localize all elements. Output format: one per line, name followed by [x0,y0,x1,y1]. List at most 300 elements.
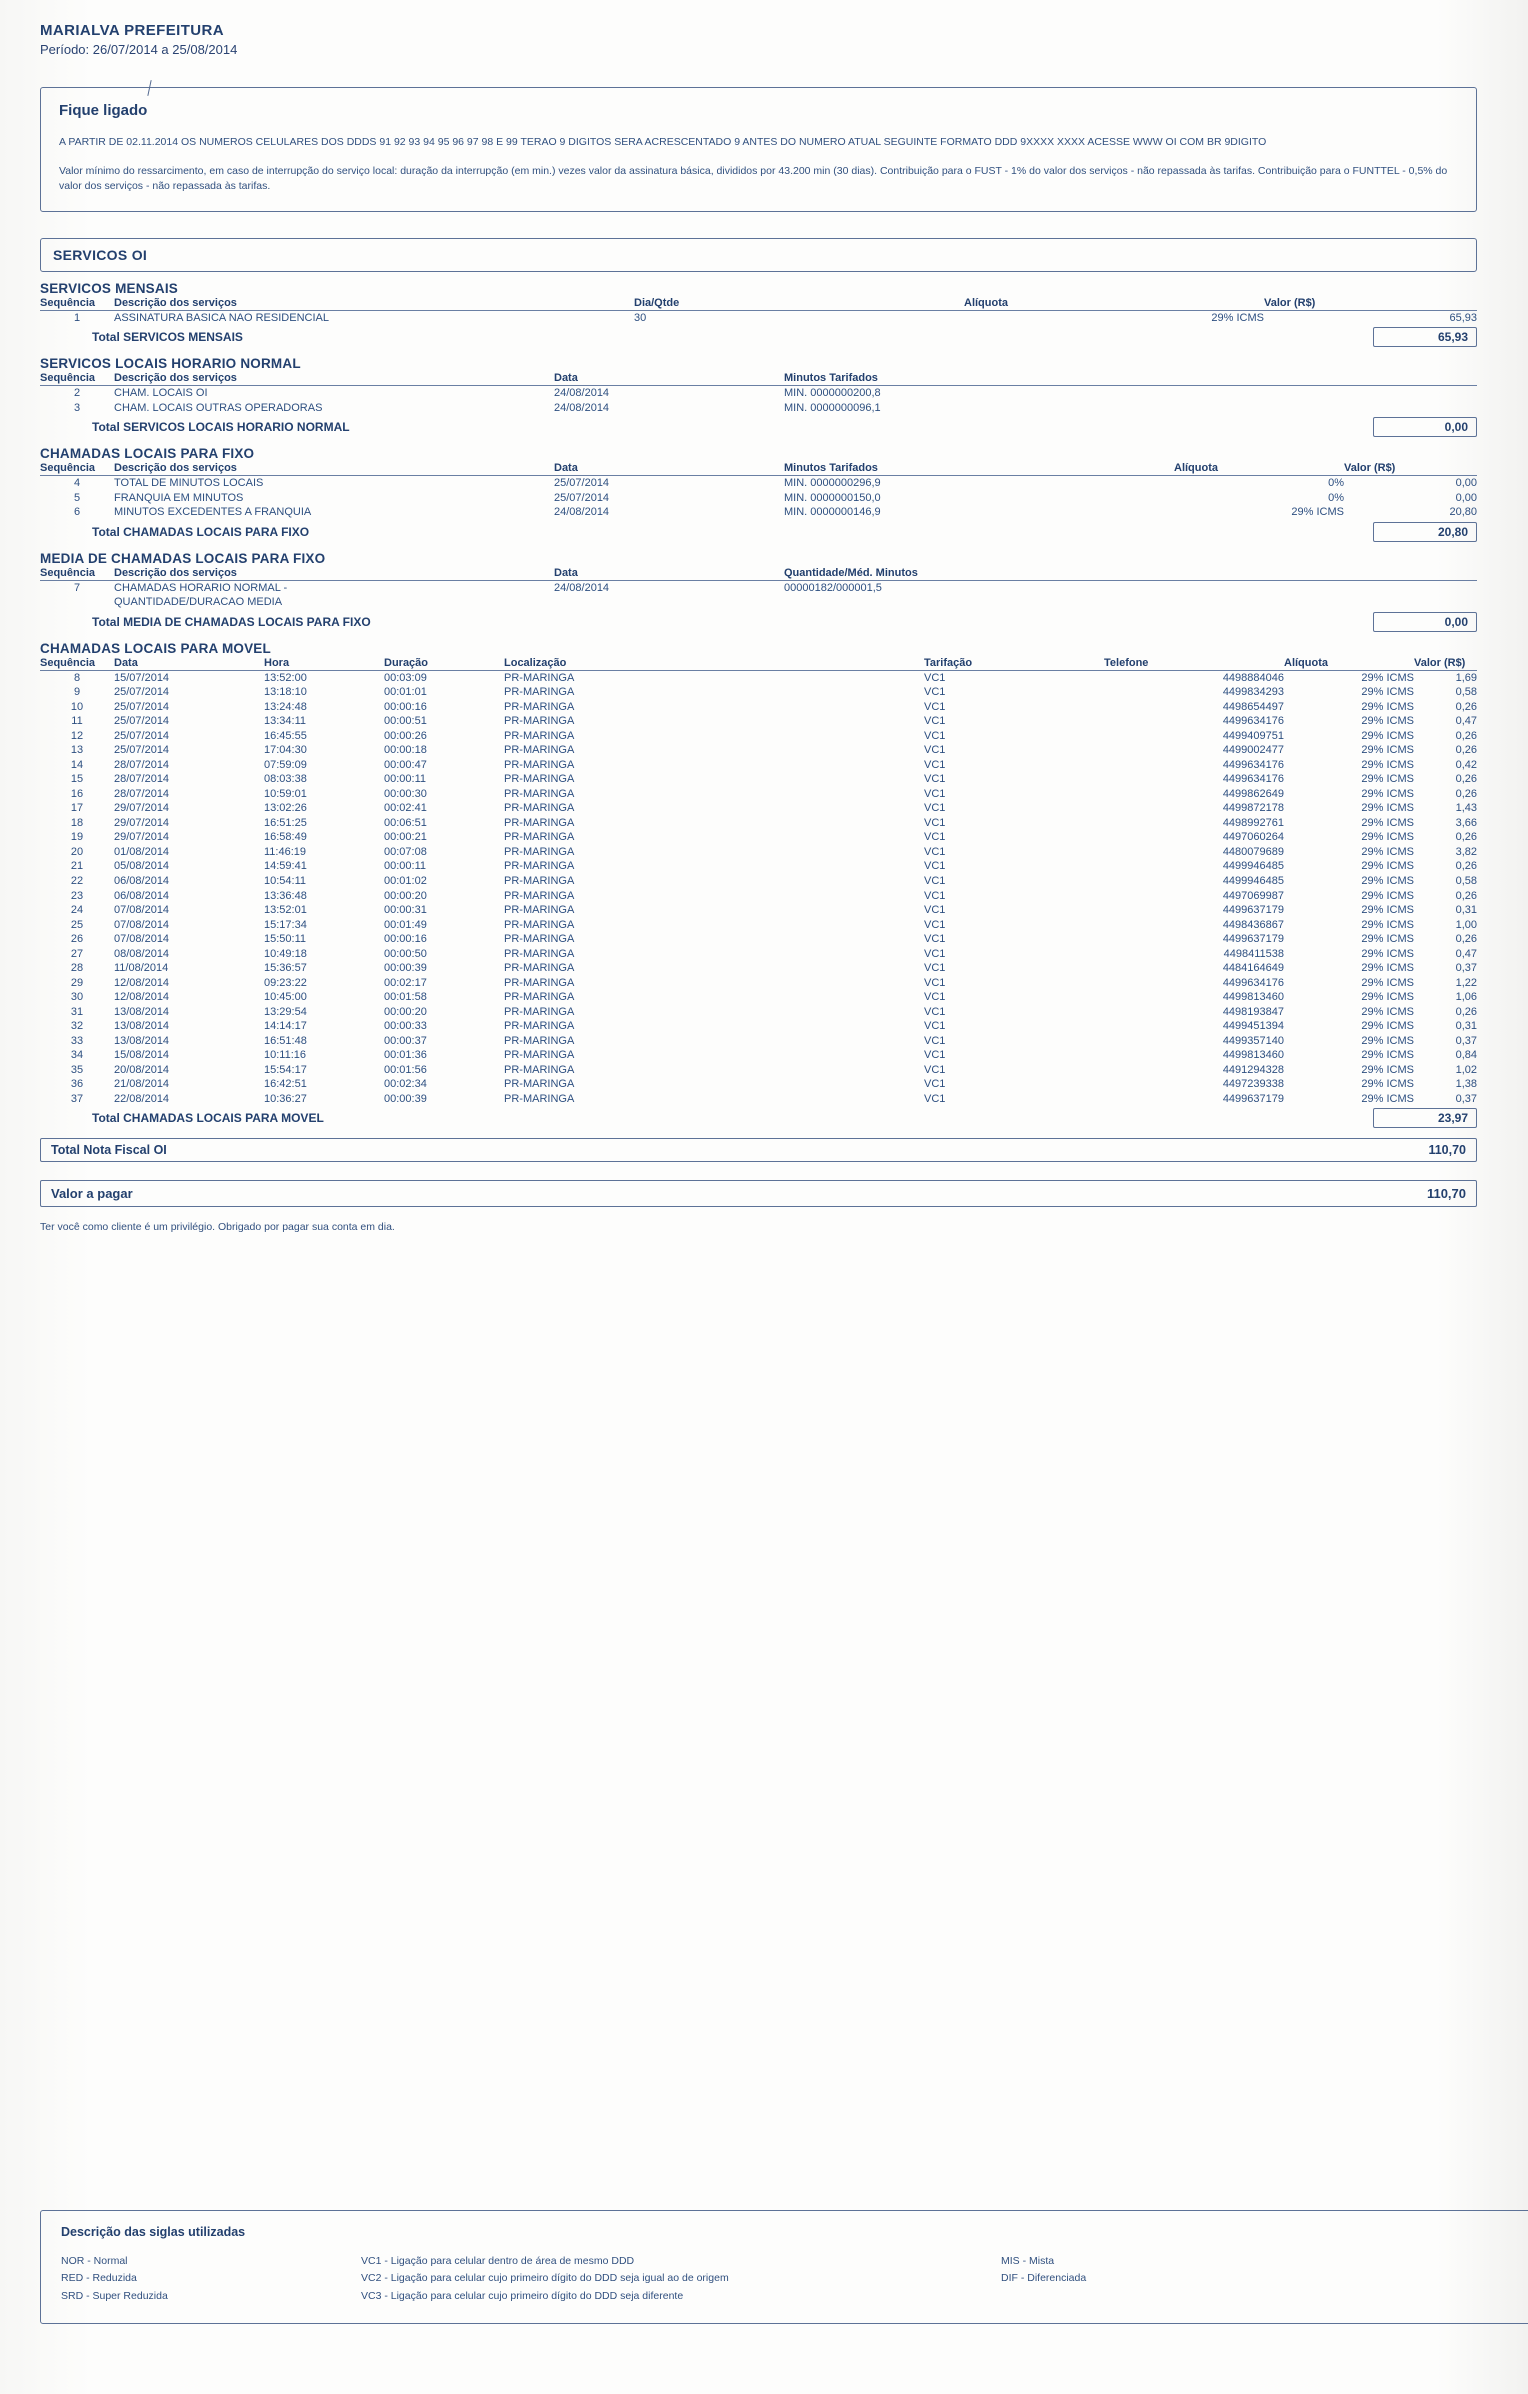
legend-item: VC1 - Ligação para celular dentro de área de mesmo DDD [361,2255,635,2267]
col-data: Data [554,372,784,386]
cell-telefone: 4497060264 [1222,831,1284,844]
legend-column-1 [61,2253,361,2305]
cell-hora: 10:59:01 [264,787,307,800]
table-row [40,580,1477,595]
cell-data: 25/07/2014 [114,700,170,713]
avg-calls-block [40,551,1477,632]
cell-data: 12/08/2014 [114,976,170,989]
table-row [40,670,1477,685]
cell-localizacao: PR-MARINGA [504,991,575,1004]
cell-aliquota: 0% [1328,491,1344,504]
cell-tarifacao: VC1 [924,918,946,931]
total-label: Total SERVICOS MENSAIS [92,330,243,345]
cell-data: 24/08/2014 [554,506,610,519]
table-row [40,1063,1477,1078]
mobile-calls-title: CHAMADAS LOCAIS PARA MOVEL [40,640,271,656]
cell-aliquota: 29% ICMS [1361,744,1414,757]
col-qtd: Quantidade/Méd. Minutos [784,567,1477,581]
cell-valor: 0,58 [1455,875,1477,887]
cell-data: 06/08/2014 [114,889,170,902]
notice-box [40,87,1477,212]
cell-hora: 13:52:01 [264,904,307,917]
cell-aliquota: 29% ICMS [1361,729,1414,742]
local-services-table [40,372,1477,415]
document-header [40,22,1495,57]
cell-data: 06/08/2014 [114,875,170,887]
legend-item: NOR - Normal [61,2255,128,2267]
cell-seq: 31 [70,1005,84,1018]
cell-aliquota: 29% ICMS [1361,831,1414,844]
col-telefone: Telefone [1104,657,1284,671]
cell-tarifacao: VC1 [924,671,946,684]
cell-data: 05/08/2014 [114,860,170,873]
cell-valor: 0,47 [1455,715,1477,728]
cell-localizacao: PR-MARINGA [504,1034,575,1047]
cell-seq: 20 [70,845,84,858]
cell-valor: 0,26 [1455,700,1477,713]
legend-title: Descrição das siglas utilizadas [61,2225,246,2239]
cell-hora: 10:11:16 [264,1049,307,1062]
cell-tarifacao: VC1 [924,715,946,728]
cell-tarifacao: VC1 [924,976,946,989]
fixed-calls-total [40,522,1477,542]
monthly-services-title: SERVICOS MENSAIS [40,280,178,296]
cell-hora: 17:04:30 [264,744,307,757]
cell-seq: 3 [73,401,81,414]
cell-localizacao: PR-MARINGA [504,773,575,786]
col-tarifacao: Tarifação [924,657,1104,671]
legend-item: VC3 - Ligação para celular cujo primeiro dígito do DDD seja diferente [361,2289,684,2302]
col-data: Data [554,567,784,581]
cell-duracao: 00:02:41 [384,802,427,815]
cell-seq: 34 [70,1049,84,1062]
cell-seq: 4 [73,477,81,490]
cell-seq: 7 [73,581,81,594]
cell-qtd: 00000182/000001,5 [784,581,882,594]
cell-duracao: 00:00:20 [384,1005,427,1018]
cell-localizacao: PR-MARINGA [504,1020,575,1033]
local-services-block [40,356,1477,437]
cell-aliquota: 29% ICMS [1291,506,1344,519]
cell-seq: 14 [70,758,84,771]
cell-localizacao: PR-MARINGA [504,889,575,902]
amount-due-row [40,1180,1477,1207]
cell-valor: 0,58 [1455,686,1477,699]
cell-seq: 30 [70,991,84,1004]
table-row [40,932,1477,947]
cell-data: 21/08/2014 [114,1078,170,1091]
cell-data: 28/07/2014 [114,787,170,800]
cell-desc: CHAMADAS HORARIO NORMAL - [114,581,288,594]
cell-data: 15/08/2014 [114,1049,170,1062]
cell-localizacao: PR-MARINGA [504,933,575,946]
cell-telefone: 4499813460 [1222,1049,1284,1062]
table-row [40,310,1477,325]
cell-hora: 13:02:26 [264,802,307,815]
cell-duracao: 00:00:20 [384,889,427,902]
col-aliquota: Alíquota [964,297,1264,311]
cell-aliquota: 29% ICMS [1361,947,1414,960]
cell-valor: 1,02 [1455,1063,1477,1076]
col-seq: Sequência [40,567,114,581]
cell-valor: 65,93 [1449,311,1477,324]
monthly-services-table [40,297,1477,326]
col-qtde: Dia/Qtde [634,297,964,311]
cell-desc: CHAM. LOCAIS OUTRAS OPERADORAS [114,401,323,414]
cell-telefone: 4499357140 [1222,1034,1284,1047]
cell-duracao: 00:00:50 [384,947,427,960]
mobile-calls-block [40,641,1477,1128]
cell-minutos: MIN. 0000000296,9 [784,477,881,490]
table-row [40,505,1477,520]
cell-telefone: 4498436867 [1222,918,1284,931]
cell-duracao: 00:02:17 [384,976,427,989]
amount-due-label: Valor a pagar [51,1186,133,1202]
cell-seq: 32 [70,1020,84,1033]
cell-desc: ASSINATURA BASICA NAO RESIDENCIAL [114,311,329,324]
cell-valor: 0,26 [1455,831,1477,844]
cell-desc: CHAM. LOCAIS OI [114,387,208,400]
cell-tarifacao: VC1 [924,831,946,844]
services-section-banner: SERVICOS OI [40,238,1477,272]
cell-data: 07/08/2014 [114,918,170,931]
cell-valor: 0,42 [1455,758,1477,771]
cell-duracao: 00:00:31 [384,904,427,917]
avg-calls-table [40,567,1477,610]
cell-valor: 0,00 [1455,477,1477,490]
mobile-calls-total [40,1108,1477,1128]
cell-valor: 0,26 [1455,773,1477,786]
cell-seq: 8 [73,671,81,684]
col-seq: Sequência [40,462,114,476]
col-data: Data [114,657,264,671]
cell-hora: 16:42:51 [264,1078,307,1091]
cell-duracao: 00:01:56 [384,1063,427,1076]
cell-localizacao: PR-MARINGA [504,962,575,975]
cell-hora: 15:50:11 [264,933,307,946]
cell-duracao: 00:03:09 [384,671,427,684]
legend-item: VC2 - Ligação para celular cujo primeiro dígito do DDD seja igual ao de origem [361,2272,729,2285]
table-row [40,1034,1477,1049]
cell-aliquota: 29% ICMS [1361,787,1414,800]
cell-desc-cont: QUANTIDADE/DURACAO MEDIA [114,596,283,609]
cell-tarifacao: VC1 [924,904,946,917]
cell-aliquota: 0% [1328,477,1344,490]
cell-aliquota: 29% ICMS [1361,802,1414,815]
total-label: Total MEDIA DE CHAMADAS LOCAIS PARA FIXO [92,614,371,629]
cell-seq: 37 [70,1092,84,1105]
cell-localizacao: PR-MARINGA [504,1005,575,1018]
cell-tarifacao: VC1 [924,991,946,1004]
cell-valor: 0,31 [1455,1020,1477,1033]
cell-seq: 28 [70,962,84,975]
legend-column-3 [1001,2253,1261,2305]
col-desc: Descrição dos serviços [114,462,554,476]
cell-seq: 11 [71,715,83,728]
cell-valor: 0,00 [1455,491,1477,504]
cell-hora: 13:29:54 [264,1005,307,1018]
cell-valor: 0,84 [1455,1049,1477,1062]
cell-tarifacao: VC1 [924,700,946,713]
cell-duracao: 00:00:11 [384,773,427,786]
table-row [40,787,1477,802]
cell-data: 11/08/2014 [114,962,169,975]
cell-tarifacao: VC1 [924,1034,946,1047]
table-row [40,903,1477,918]
cell-localizacao: PR-MARINGA [504,729,575,742]
notice-paragraph-1: A PARTIR DE 02.11.2014 OS NUMEROS CELULARES DOS DDDS 91 92 93 94 95 96 97 98 E 99 TERAO 9 DIGITOS SERA ACRESCENTADO 9 ANTES DO NUMERO ATUAL SEGUINTE FORMATO DDD 9XXXX XXXX ACESSE WWW OI COM BR 9DIGITO [59,136,1267,148]
cell-data: 29/07/2014 [114,802,170,815]
cell-tarifacao: VC1 [924,1063,946,1076]
cell-duracao: 00:00:11 [384,860,427,873]
cell-hora: 16:51:48 [264,1034,307,1047]
cell-hora: 14:14:17 [264,1020,307,1033]
cell-seq: 25 [70,918,84,931]
cell-telefone: 4499862649 [1222,787,1284,800]
table-row [40,947,1477,962]
col-aliquota: Alíquota [1174,462,1344,476]
cell-tarifacao: VC1 [924,1049,946,1062]
cell-data: 25/07/2014 [554,477,610,490]
cell-localizacao: PR-MARINGA [504,787,575,800]
col-desc: Descrição dos serviços [114,567,554,581]
cell-seq: 13 [70,744,84,757]
cell-aliquota: 29% ICMS [1361,962,1414,975]
cell-aliquota: 29% ICMS [1361,686,1414,699]
cell-seq: 33 [70,1034,84,1047]
cell-hora: 16:45:55 [264,729,307,742]
table-row [40,990,1477,1005]
cell-telefone: 4499451394 [1222,1020,1284,1033]
cell-desc: FRANQUIA EM MINUTOS [114,491,244,504]
cell-data: 13/08/2014 [114,1005,170,1018]
cell-seq: 6 [73,506,81,519]
table-row [40,961,1477,976]
table-row [40,1092,1477,1107]
cell-duracao: 00:00:21 [384,831,427,844]
col-minutos: Minutos Tarifados [784,372,1477,386]
cell-valor: 1,38 [1455,1078,1477,1091]
cell-hora: 10:36:27 [264,1092,307,1105]
cell-data: 28/07/2014 [114,758,170,771]
legend-item: DIF - Diferenciada [1001,2272,1087,2285]
cell-hora: 15:36:57 [264,962,307,975]
cell-tarifacao: VC1 [924,860,946,873]
col-valor: Valor (R$) [1414,657,1477,671]
cell-telefone: 4499637179 [1222,904,1284,917]
customer-name: MARIALVA PREFEITURA [40,22,224,39]
cell-data: 24/08/2014 [554,387,610,400]
cell-seq: 16 [70,787,84,800]
cell-aliquota: 29% ICMS [1361,933,1414,946]
table-row [40,1019,1477,1034]
table-row [40,801,1477,816]
table-row [40,685,1477,700]
local-services-title: SERVICOS LOCAIS HORARIO NORMAL [40,356,301,372]
cell-aliquota: 29% ICMS [1361,773,1414,786]
cell-duracao: 00:07:08 [384,845,427,858]
cell-tarifacao: VC1 [924,802,946,815]
cell-telefone: 4498884046 [1222,671,1284,684]
cell-valor: 0,31 [1455,904,1477,917]
cell-valor: 3,66 [1455,816,1477,829]
invoice-total-row [40,1138,1477,1162]
cell-tarifacao: VC1 [924,875,946,887]
table-row [40,386,1477,401]
fixed-calls-table [40,462,1477,520]
cell-localizacao: PR-MARINGA [504,904,575,917]
cell-tarifacao: VC1 [924,1092,946,1105]
total-label: Total CHAMADAS LOCAIS PARA MOVEL [92,1111,324,1126]
cell-telefone: 4499002477 [1222,744,1284,757]
cell-duracao: 00:01:01 [384,686,427,699]
monthly-services-block [40,281,1477,348]
cell-tarifacao: VC1 [924,845,946,858]
cell-telefone: 4498654497 [1222,700,1284,713]
cell-duracao: 00:01:36 [384,1049,427,1062]
notice-paragraph-2: Valor mínimo do ressarcimento, em caso de interrupção do serviço local: duração da interrupção (em min.) vezes valor da assinatura básica, divididos por 43.200 min (30 dias). Contribuição para o FUST - 1% do valor dos serviços - não repassada às tarifas. Contribuição para o FUNTTEL - 0,5% do valor dos serviços - não repassada às tarifas. [59,165,1448,193]
table-row [40,595,1477,610]
notice-title: Fique ligado [59,102,148,119]
cell-tarifacao: VC1 [924,686,946,699]
cell-localizacao: PR-MARINGA [504,802,575,815]
legend-item: SRD - Super Reduzida [61,2289,168,2302]
cell-seq: 22 [70,875,84,887]
local-services-total [40,417,1477,437]
cell-telefone: 4499634176 [1222,976,1284,989]
total-value: 65,93 [1373,327,1477,347]
cell-seq: 12 [70,729,84,742]
total-label: Total CHAMADAS LOCAIS PARA FIXO [92,524,310,539]
table-row [40,918,1477,933]
table-row [40,1005,1477,1020]
cell-aliquota: 29% ICMS [1211,311,1264,324]
cell-seq: 29 [70,976,84,989]
cell-hora: 15:17:34 [264,918,307,931]
col-minutos: Minutos Tarifados [784,462,1174,476]
total-label: Total SERVICOS LOCAIS HORARIO NORMAL [92,420,350,435]
cell-tarifacao: VC1 [924,816,946,829]
legend-column-2 [361,2253,1001,2305]
cell-tarifacao: VC1 [924,773,946,786]
cell-hora: 09:23:22 [264,976,307,989]
cell-telefone: 4491294328 [1222,1063,1284,1076]
cell-seq: 36 [70,1078,84,1091]
document-content [40,22,1495,1233]
pen-mark [147,80,151,96]
cell-valor: 0,37 [1455,962,1477,975]
cell-duracao: 00:01:02 [384,875,427,887]
cell-localizacao: PR-MARINGA [504,671,575,684]
cell-qtde: 30 [634,311,647,324]
cell-data: 07/08/2014 [114,933,170,946]
cell-duracao: 00:00:39 [384,1092,427,1105]
cell-duracao: 00:06:51 [384,816,427,829]
cell-valor: 3,82 [1455,845,1477,858]
cell-aliquota: 29% ICMS [1361,1034,1414,1047]
cell-seq: 27 [70,947,84,960]
cell-duracao: 00:00:51 [384,715,427,728]
cell-hora: 15:54:17 [264,1063,307,1076]
cell-telefone: 4480079689 [1222,845,1284,858]
cell-valor: 0,26 [1455,1005,1477,1018]
cell-telefone: 4499634176 [1222,773,1284,786]
cell-seq: 24 [70,904,84,917]
cell-seq: 21 [70,860,84,873]
total-value: 0,00 [1373,417,1477,437]
col-seq: Sequência [40,297,114,311]
cell-hora: 13:52:00 [264,671,307,684]
cell-hora: 13:34:11 [264,715,307,728]
cell-duracao: 00:00:30 [384,787,427,800]
cell-seq: 26 [70,933,84,946]
cell-valor: 0,26 [1455,889,1477,902]
cell-hora: 10:45:00 [264,991,307,1004]
cell-localizacao: PR-MARINGA [504,744,575,757]
fixed-calls-block [40,446,1477,542]
cell-telefone: 4499634176 [1222,758,1284,771]
cell-data: 29/07/2014 [114,816,170,829]
cell-data: 08/08/2014 [114,947,170,960]
cell-hora: 14:59:41 [264,860,307,873]
cell-telefone: 4499637179 [1222,933,1284,946]
cell-telefone: 4499834293 [1222,686,1284,699]
cell-duracao: 00:00:37 [384,1034,427,1047]
table-row [40,758,1477,773]
cell-aliquota: 29% ICMS [1361,1063,1414,1076]
cell-localizacao: PR-MARINGA [504,1049,575,1062]
cell-telefone: 4499946485 [1222,860,1284,873]
cell-desc: TOTAL DE MINUTOS LOCAIS [114,477,264,490]
cell-tarifacao: VC1 [924,787,946,800]
cell-valor: 0,26 [1455,787,1477,800]
col-localizacao: Localização [504,657,924,671]
cell-valor: 1,06 [1455,991,1477,1004]
cell-localizacao: PR-MARINGA [504,860,575,873]
cell-duracao: 00:00:16 [384,700,427,713]
cell-seq: 35 [70,1063,84,1076]
col-valor: Valor (R$) [1264,297,1477,311]
cell-hora: 07:59:09 [264,758,307,771]
cell-data: 25/07/2014 [114,744,170,757]
thanks-message: Ter você como cliente é um privilégio. Obrigado por pagar sua conta em dia. [40,1221,395,1234]
cell-data: 25/07/2014 [114,686,170,699]
cell-data: 13/08/2014 [114,1020,170,1033]
cell-duracao: 00:02:34 [384,1078,427,1091]
table-row [40,491,1477,506]
cell-aliquota: 29% ICMS [1361,845,1414,858]
cell-data: 25/07/2014 [554,491,610,504]
cell-valor: 20,80 [1449,506,1477,519]
cell-data: 15/07/2014 [114,671,170,684]
total-value: 23,97 [1373,1108,1477,1128]
cell-aliquota: 29% ICMS [1361,758,1414,771]
cell-tarifacao: VC1 [924,1020,946,1033]
cell-seq: 17 [70,802,84,815]
cell-localizacao: PR-MARINGA [504,1078,575,1091]
cell-valor: 1,43 [1455,802,1477,815]
cell-localizacao: PR-MARINGA [504,700,575,713]
cell-data: 12/08/2014 [114,991,170,1004]
mobile-calls-table [40,657,1477,1106]
cell-valor: 0,37 [1455,1034,1477,1047]
cell-tarifacao: VC1 [924,1078,946,1091]
invoice-total-label: Total Nota Fiscal OI [51,1143,167,1158]
table-row [40,1048,1477,1063]
cell-valor: 0,26 [1455,933,1477,946]
cell-telefone: 4497239338 [1222,1078,1284,1091]
cell-aliquota: 29% ICMS [1361,860,1414,873]
